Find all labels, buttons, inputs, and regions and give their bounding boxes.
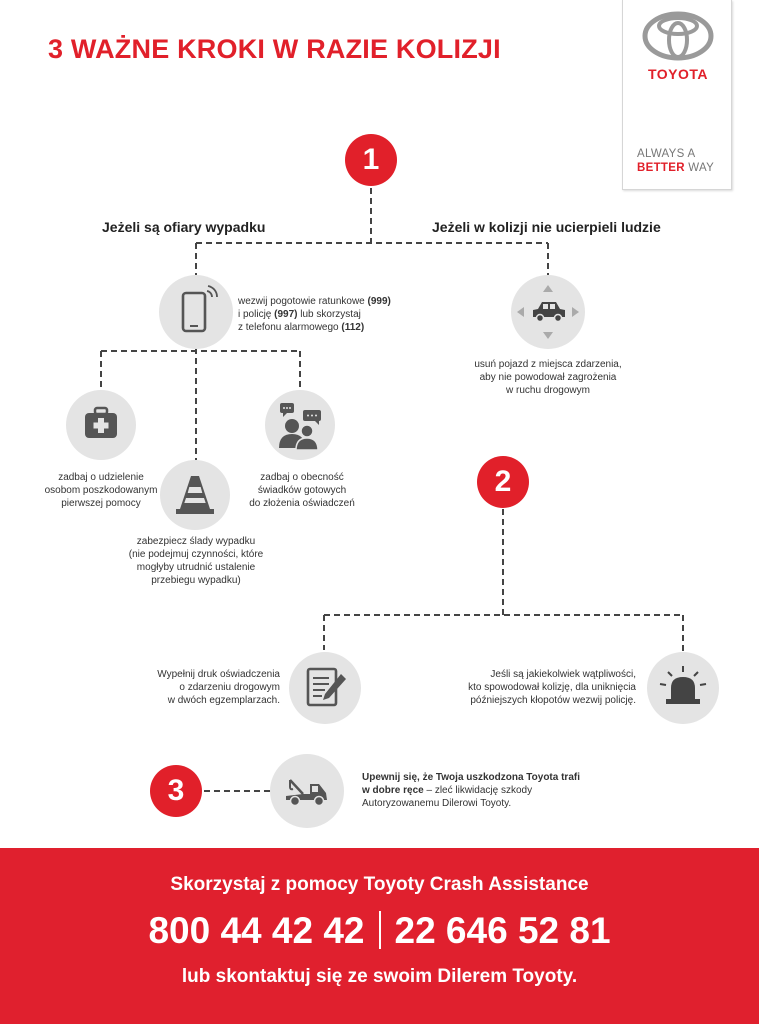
tow-truck-icon xyxy=(270,754,344,828)
step-1-marker: 1 xyxy=(345,134,397,186)
police-number: (997) xyxy=(274,309,298,320)
first-aid-line: zadbaj o udzielenie xyxy=(58,472,144,483)
phone-circle xyxy=(159,275,233,349)
call-line2a: i policję xyxy=(238,309,275,320)
document-pen-icon xyxy=(289,652,361,724)
witnesses-icon xyxy=(265,390,335,460)
form-line: Wypełnij druk oświadczenia xyxy=(157,669,280,680)
crash-assistance-banner xyxy=(0,848,759,1024)
car-circle xyxy=(511,275,585,349)
call-line2c: lub skorzystaj xyxy=(297,309,361,320)
secure-evidence-text xyxy=(112,535,280,587)
secure-line: zabezpiecz ślady wypadku xyxy=(136,536,256,547)
tagline-rest: WAY xyxy=(684,162,715,174)
witnesses-circle xyxy=(265,390,335,460)
step-2-marker: 2 xyxy=(477,456,529,508)
first-aid-line: osobom poszkodowanym xyxy=(44,485,158,496)
smartphone-icon xyxy=(159,275,233,349)
contact-dealer-text: lub skontaktuj się ze swoim Dilerem Toyoty. xyxy=(181,966,578,987)
car-move-icon xyxy=(511,275,585,349)
move-car-line: usuń pojazd z miejsca zdarzenia, xyxy=(474,359,622,370)
form-line: o zdarzeniu drogowym xyxy=(179,682,280,693)
phone-number-2[interactable]: 22 646 52 81 xyxy=(394,910,611,951)
police-circle xyxy=(647,652,719,724)
move-car-text xyxy=(462,358,634,397)
tow-truck-circle xyxy=(270,754,344,828)
step-3-marker: 3 xyxy=(150,765,202,817)
police-line: Jeśli są jakiekolwiek wątpliwości, xyxy=(490,669,636,680)
move-car-line: aby nie powodował zagrożenia xyxy=(479,372,617,383)
secure-line: mogłyby utrudnić ustalenie xyxy=(136,562,256,573)
first-aid-line: pierwszej pomocy xyxy=(61,498,141,509)
dealer-line2-bold: w dobre ręce xyxy=(362,785,424,796)
heading-victims: Jeżeli są ofiary wypadku xyxy=(102,219,266,235)
ambulance-number: (999) xyxy=(367,296,391,307)
traffic-cone-icon xyxy=(160,460,230,530)
dealer-line3: Autoryzowanemu Dilerowi Toyoty. xyxy=(362,798,512,809)
tagline-bold: BETTER xyxy=(637,162,685,174)
call-line1a: wezwij pogotowie ratunkowe xyxy=(238,296,368,307)
move-car-line: w ruchu drogowym xyxy=(506,385,590,396)
police-line: późniejszych kłopotów wezwij policję. xyxy=(470,695,636,706)
witnesses-line: do złożenia oświadczeń xyxy=(249,498,355,509)
dealer-line1: Upewnij się, że Twoja uszkodzona Toyota trafi xyxy=(362,772,580,783)
call-line3a: z telefonu alarmowego xyxy=(238,322,342,333)
secure-line: przebiegu wypadku) xyxy=(151,575,241,586)
statement-form-text xyxy=(120,668,280,707)
first-aid-circle xyxy=(66,390,136,460)
witnesses-line: zadbaj o obecność xyxy=(260,472,344,483)
secure-line: (nie podejmuj czynności, które xyxy=(128,549,264,560)
phone-divider xyxy=(379,911,381,949)
call-police-text xyxy=(430,668,636,707)
form-line: w dwóch egzemplarzach. xyxy=(167,695,280,706)
call-emergency-text xyxy=(238,295,391,334)
phone-numbers xyxy=(0,910,759,952)
police-line: kto spowodował kolizję, dla uniknięcia xyxy=(468,682,636,693)
cone-circle xyxy=(160,460,230,530)
first-aid-text xyxy=(22,471,180,510)
witnesses-line: świadków gotowych xyxy=(257,485,347,496)
dealer-line2: – zleć likwidację szkody xyxy=(423,785,533,796)
heading-no-victims: Jeżeli w kolizji nie ucierpieli ludzie xyxy=(432,219,661,235)
phone-number-1[interactable]: 800 44 42 42 xyxy=(148,910,365,951)
form-circle xyxy=(289,652,361,724)
assistance-heading: Skorzystaj z pomocy Toyoty Crash Assistance xyxy=(170,874,589,895)
witnesses-text xyxy=(224,471,380,510)
authorized-dealer-text xyxy=(362,771,580,810)
emergency-number: (112) xyxy=(341,322,365,333)
page-title: 3 WAŻNE KROKI W RAZIE KOLIZJI xyxy=(48,34,501,64)
first-aid-kit-icon xyxy=(66,390,136,460)
tagline-line1: ALWAYS A xyxy=(637,148,696,160)
brand-name: TOYOTA xyxy=(647,66,709,82)
police-siren-icon xyxy=(647,652,719,724)
